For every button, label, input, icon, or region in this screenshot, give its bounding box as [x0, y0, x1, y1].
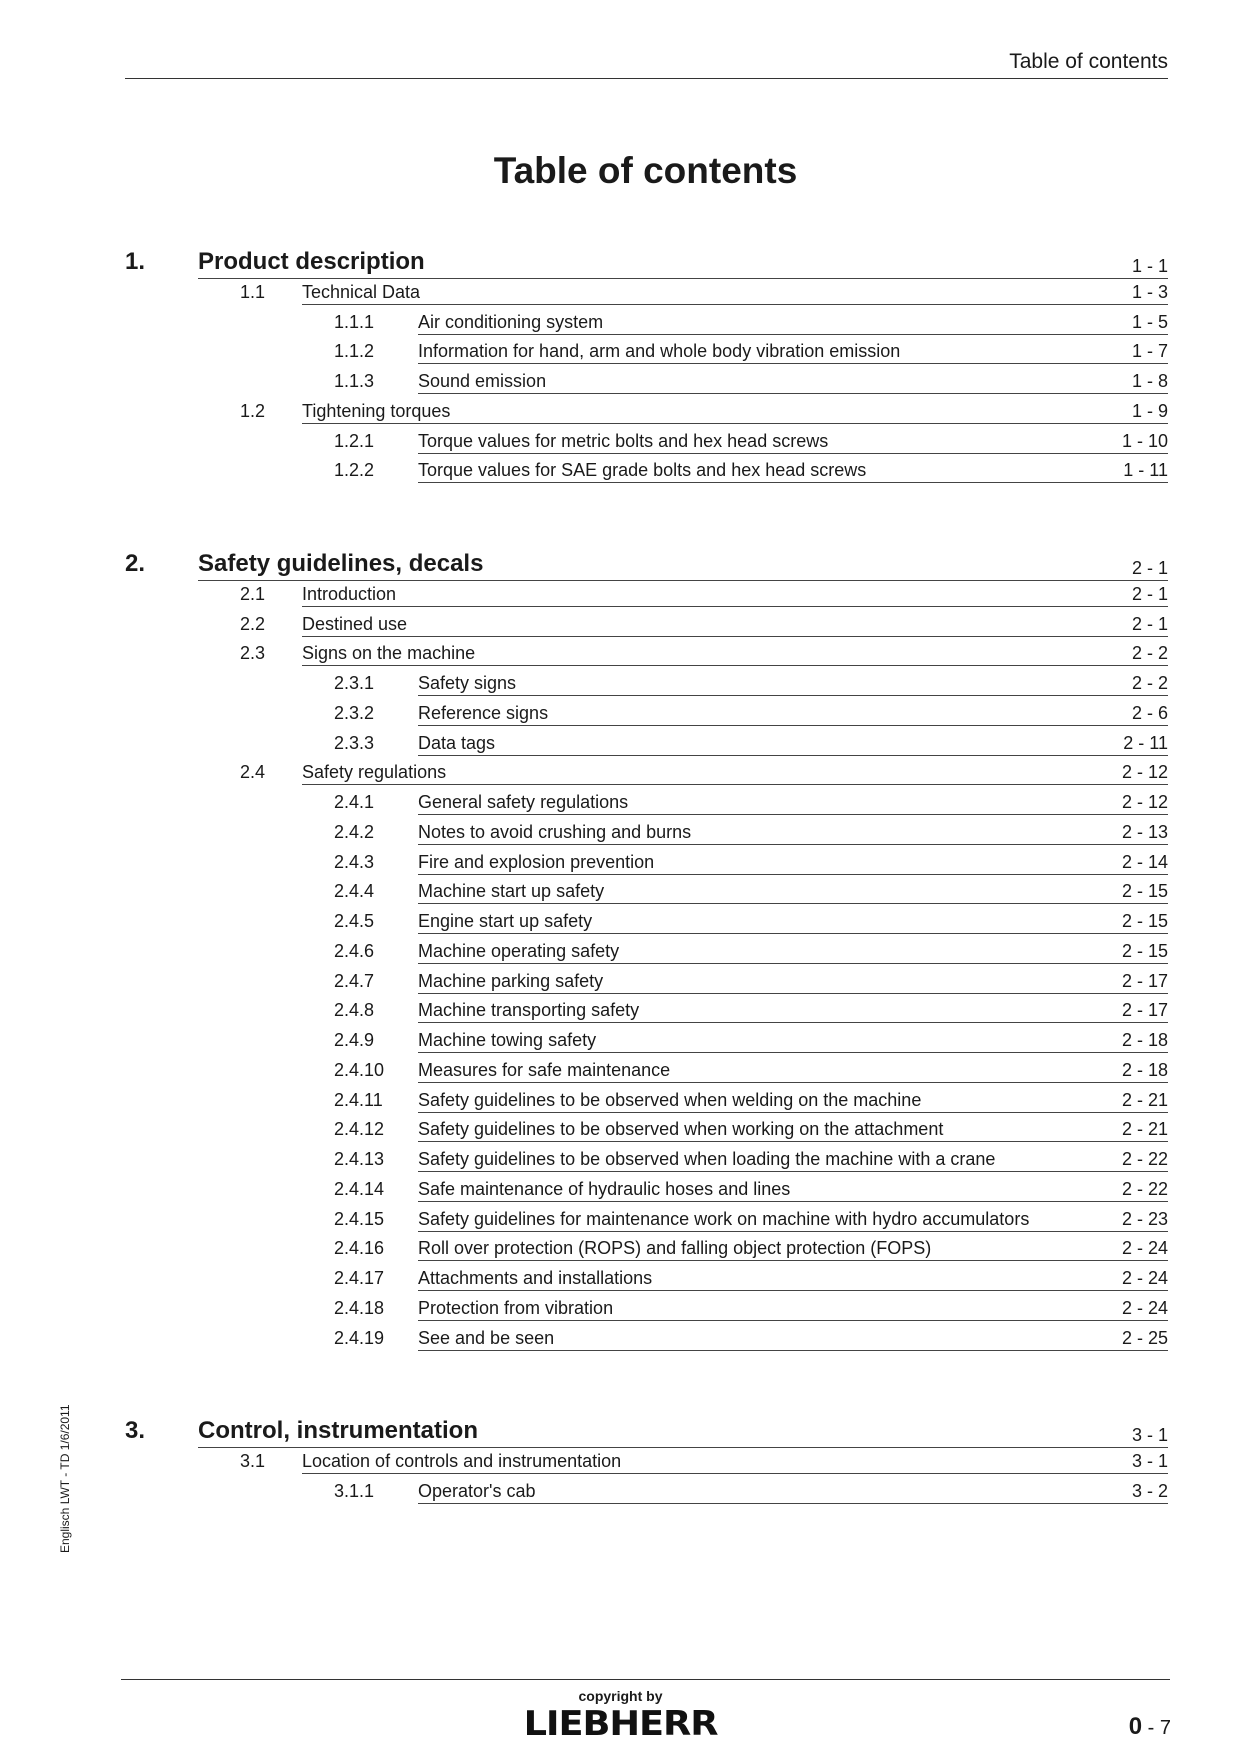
copyright-text: copyright by: [578, 1688, 663, 1704]
toc-entry-number: 2.3.1: [334, 673, 375, 693]
toc-entry-number: 2.4.16: [334, 1238, 385, 1258]
toc-entry-page: 1 - 5: [1131, 312, 1168, 332]
toc-entry-rule: [418, 308, 1168, 335]
toc-entry-rule: [418, 1477, 1168, 1504]
toc-entry-number: 1.2.2: [334, 460, 375, 480]
running-header: Table of contents: [1009, 50, 1168, 73]
toc-entry-title: General safety regulations: [418, 792, 629, 812]
liebherr-logo: LIEBHERR: [523, 1704, 718, 1744]
toc-entry-number: 2.4.7: [334, 971, 375, 991]
page-number: [1129, 1713, 1171, 1741]
toc-entry-number: 2.: [125, 550, 146, 577]
toc-entry-number: 1.1.1: [334, 312, 375, 332]
toc-entry-title: Information for hand, arm and whole body vibration emission: [418, 341, 901, 361]
toc-entry-rule: [418, 1115, 1168, 1142]
toc-entry-number: 2.4.2: [334, 822, 375, 842]
toc-entry-rule: [418, 367, 1168, 394]
toc-entry-title: Safety guidelines to be observed when loading the machine with a crane: [418, 1149, 996, 1169]
toc-entry-title: Safety guidelines to be observed when working on the attachment: [418, 1119, 944, 1139]
toc-entry-rule: [418, 1056, 1168, 1083]
toc-entry-title: Machine operating safety: [418, 941, 620, 961]
side-note: Englisch LWT - TD 1/6/2011: [58, 1404, 72, 1553]
toc-entry-page: 2 - 2: [1131, 643, 1168, 663]
toc-entry-page: 2 - 1: [1131, 614, 1168, 634]
toc-entry-page: 1 - 9: [1131, 401, 1168, 421]
page-chapter: 0: [1128, 1713, 1143, 1740]
toc-entry-rule: [198, 1417, 1168, 1448]
toc-entry-rule: [418, 1086, 1168, 1113]
toc-entry-number: 2.4.17: [334, 1268, 385, 1288]
toc-entry-title: Torque values for SAE grade bolts and hex head screws: [418, 460, 867, 480]
toc-entry-page: 2 - 21: [1121, 1090, 1168, 1110]
toc-entry-number: 3.: [125, 1417, 146, 1444]
toc-entry-number: 3.1.1: [334, 1481, 375, 1501]
page-title: Table of contents: [493, 150, 798, 191]
toc-entry-rule: [198, 248, 1168, 279]
toc-entry-page: 2 - 15: [1121, 941, 1168, 961]
toc-entry-title: Safety regulations: [302, 762, 447, 782]
toc-entry-rule: [418, 337, 1168, 364]
toc-entry-title: Safety guidelines, decals: [198, 550, 484, 577]
toc-entry-page: 1 - 10: [1121, 431, 1168, 451]
toc-entry-page: 2 - 17: [1121, 971, 1168, 991]
toc-entry-rule: [418, 427, 1168, 454]
toc-entry-number: 2.4.19: [334, 1328, 385, 1348]
toc-entry-page: 2 - 17: [1121, 1000, 1168, 1020]
toc-entry-page: 2 - 11: [1123, 733, 1168, 753]
toc-entry-title: See and be seen: [418, 1328, 555, 1348]
toc-entry-page: 2 - 12: [1121, 762, 1168, 782]
toc-entry-rule: [418, 788, 1168, 815]
toc-entry-number: 1.1.3: [334, 371, 375, 391]
toc-entry-page: 3 - 1: [1131, 1425, 1168, 1445]
toc-entry-title: Sound emission: [418, 371, 547, 391]
toc-entry-number: 1.: [125, 248, 146, 275]
toc-entry-number: 2.2: [240, 614, 266, 634]
toc-entry-number: 2.4.6: [334, 941, 375, 961]
toc-entry-page: 2 - 6: [1131, 703, 1168, 723]
toc-entry-rule: [302, 610, 1168, 637]
toc-entry-title: Fire and explosion prevention: [418, 852, 655, 872]
toc-entry-page: 1 - 8: [1131, 371, 1168, 391]
toc-entry-title: Roll over protection (ROPS) and falling object protection (FOPS): [418, 1238, 932, 1258]
toc-entry-title: Machine towing safety: [418, 1030, 597, 1050]
toc-entry-page: 3 - 1: [1131, 1451, 1168, 1471]
toc-entry-title: Reference signs: [418, 703, 549, 723]
toc-entry-rule: [302, 580, 1168, 607]
toc-entry-rule: [302, 278, 1168, 305]
toc-entry-rule: [302, 639, 1168, 666]
toc-entry-page: 2 - 1: [1131, 558, 1168, 578]
toc-entry-title: Protection from vibration: [418, 1298, 614, 1318]
toc-entry-rule: [418, 848, 1168, 875]
toc-entry-rule: [302, 1447, 1168, 1474]
toc-entry-page: 1 - 3: [1131, 282, 1168, 302]
toc-entry-page: 2 - 24: [1121, 1238, 1168, 1258]
toc-entry-title: Engine start up safety: [418, 911, 593, 931]
toc-entry-title: Operator's cab: [418, 1481, 536, 1501]
toc-entry-page: 3 - 2: [1131, 1481, 1168, 1501]
toc-entry-number: 2.4.13: [334, 1149, 385, 1169]
toc-entry-page: 2 - 22: [1121, 1179, 1168, 1199]
toc-entry-title: Machine transporting safety: [418, 1000, 640, 1020]
toc-entry-title: Technical Data: [302, 282, 421, 302]
toc-entry-title: Safe maintenance of hydraulic hoses and lines: [418, 1179, 791, 1199]
toc-entry-page: 2 - 2: [1131, 673, 1168, 693]
toc-entry-number: 2.4.4: [334, 881, 375, 901]
toc-entry-title: Air conditioning system: [418, 312, 604, 332]
toc-entry-title: Product description: [198, 248, 425, 275]
toc-entry-title: Introduction: [302, 584, 397, 604]
toc-entry-number: 2.4: [240, 762, 266, 782]
toc-entry-rule: [418, 1205, 1168, 1232]
toc-entry-title: Data tags: [418, 733, 496, 753]
toc-entry-number: 1.2: [240, 401, 266, 421]
toc-entry-rule: [418, 456, 1168, 483]
toc-entry-title: Attachments and installations: [418, 1268, 653, 1288]
page-number-value: 7: [1159, 1717, 1171, 1739]
toc-entry-title: Torque values for metric bolts and hex head screws: [418, 431, 829, 451]
toc-entry-rule: [418, 1294, 1168, 1321]
toc-entry-title: Safety signs: [418, 673, 517, 693]
toc-entry-number: 3.1: [240, 1451, 266, 1471]
toc-entry-page: 1 - 7: [1131, 341, 1168, 361]
toc-entry-title: Control, instrumentation: [198, 1417, 478, 1444]
toc-entry-page: 2 - 25: [1121, 1328, 1168, 1348]
toc-entry-title: Destined use: [302, 614, 408, 634]
toc-entry-number: 2.3: [240, 643, 266, 663]
toc-entry-number: 1.2.1: [334, 431, 375, 451]
toc-entry-number: 2.4.8: [334, 1000, 375, 1020]
toc-entry-rule: [418, 1234, 1168, 1261]
toc-entry-rule: [418, 1324, 1168, 1351]
toc-entry-title: Location of controls and instrumentation: [302, 1451, 622, 1471]
toc-entry-rule: [418, 967, 1168, 994]
toc-entry-number: 2.4.11: [334, 1090, 383, 1110]
toc-entry-page: 2 - 23: [1121, 1209, 1168, 1229]
toc-entry-rule: [418, 818, 1168, 845]
toc-entry-page: 2 - 18: [1121, 1030, 1168, 1050]
toc-entry-rule: [418, 877, 1168, 904]
toc-entry-rule: [418, 729, 1168, 756]
toc-entry-number: 2.4.18: [334, 1298, 385, 1318]
toc-entry-rule: [418, 907, 1168, 934]
footer-rule: [121, 1679, 1170, 1680]
toc-entry-title: Measures for safe maintenance: [418, 1060, 671, 1080]
toc-entry-number: 1.1: [240, 282, 266, 302]
toc-entry-title: Safety guidelines for maintenance work on machine with hydro accumulators: [418, 1209, 1030, 1229]
toc-entry-rule: [302, 397, 1168, 424]
toc-entry-page: 1 - 1: [1131, 256, 1168, 276]
toc-entry-page: 2 - 15: [1121, 881, 1168, 901]
toc-entry-number: 2.3.2: [334, 703, 375, 723]
toc-entry-rule: [302, 758, 1168, 785]
toc-entry-number: 2.4.9: [334, 1030, 375, 1050]
toc-entry-page: 2 - 14: [1121, 852, 1168, 872]
toc-entry-rule: [418, 1264, 1168, 1291]
toc-entry-rule: [418, 1026, 1168, 1053]
toc-entry-page: 2 - 18: [1121, 1060, 1168, 1080]
toc-entry-rule: [418, 699, 1168, 726]
toc-entry-number: 2.4.10: [334, 1060, 385, 1080]
toc-entry-rule: [418, 996, 1168, 1023]
toc-entry-title: Safety guidelines to be observed when welding on the machine: [418, 1090, 922, 1110]
toc-entry-page: 1 - 11: [1123, 460, 1168, 480]
page-separator: -: [1142, 1717, 1160, 1739]
toc-entry-page: 2 - 24: [1121, 1268, 1168, 1288]
toc-entry-rule: [418, 937, 1168, 964]
toc-entry-title: Machine start up safety: [418, 881, 605, 901]
toc-entry-page: 2 - 1: [1131, 584, 1168, 604]
toc-entry-page: 2 - 15: [1121, 911, 1168, 931]
toc-entry-number: 2.4.3: [334, 852, 375, 872]
toc-entry-number: 2.4.14: [334, 1179, 385, 1199]
toc-entry-number: 2.1: [240, 584, 266, 604]
toc-entry-rule: [418, 1145, 1168, 1172]
toc-entry-title: Machine parking safety: [418, 971, 604, 991]
toc-entry-page: 2 - 24: [1121, 1298, 1168, 1318]
toc-entry-rule: [418, 669, 1168, 696]
toc-entry-title: Signs on the machine: [302, 643, 476, 663]
toc-entry-page: 2 - 22: [1121, 1149, 1168, 1169]
toc-entry-rule: [198, 550, 1168, 581]
toc-entry-number: 2.4.15: [334, 1209, 385, 1229]
toc-entry-number: 2.4.5: [334, 911, 375, 931]
toc-entry-page: 2 - 12: [1121, 792, 1168, 812]
toc-entry-page: 2 - 21: [1121, 1119, 1168, 1139]
toc-entry-rule: [418, 1175, 1168, 1202]
toc-entry-number: 2.4.12: [334, 1119, 385, 1139]
toc-entry-title: Notes to avoid crushing and burns: [418, 822, 692, 842]
toc-entry-page: 2 - 13: [1121, 822, 1168, 842]
toc-entry-title: Tightening torques: [302, 401, 451, 421]
toc-entry-number: 1.1.2: [334, 341, 375, 361]
toc-entry-number: 2.4.1: [334, 792, 375, 812]
toc-entry-number: 2.3.3: [334, 733, 375, 753]
